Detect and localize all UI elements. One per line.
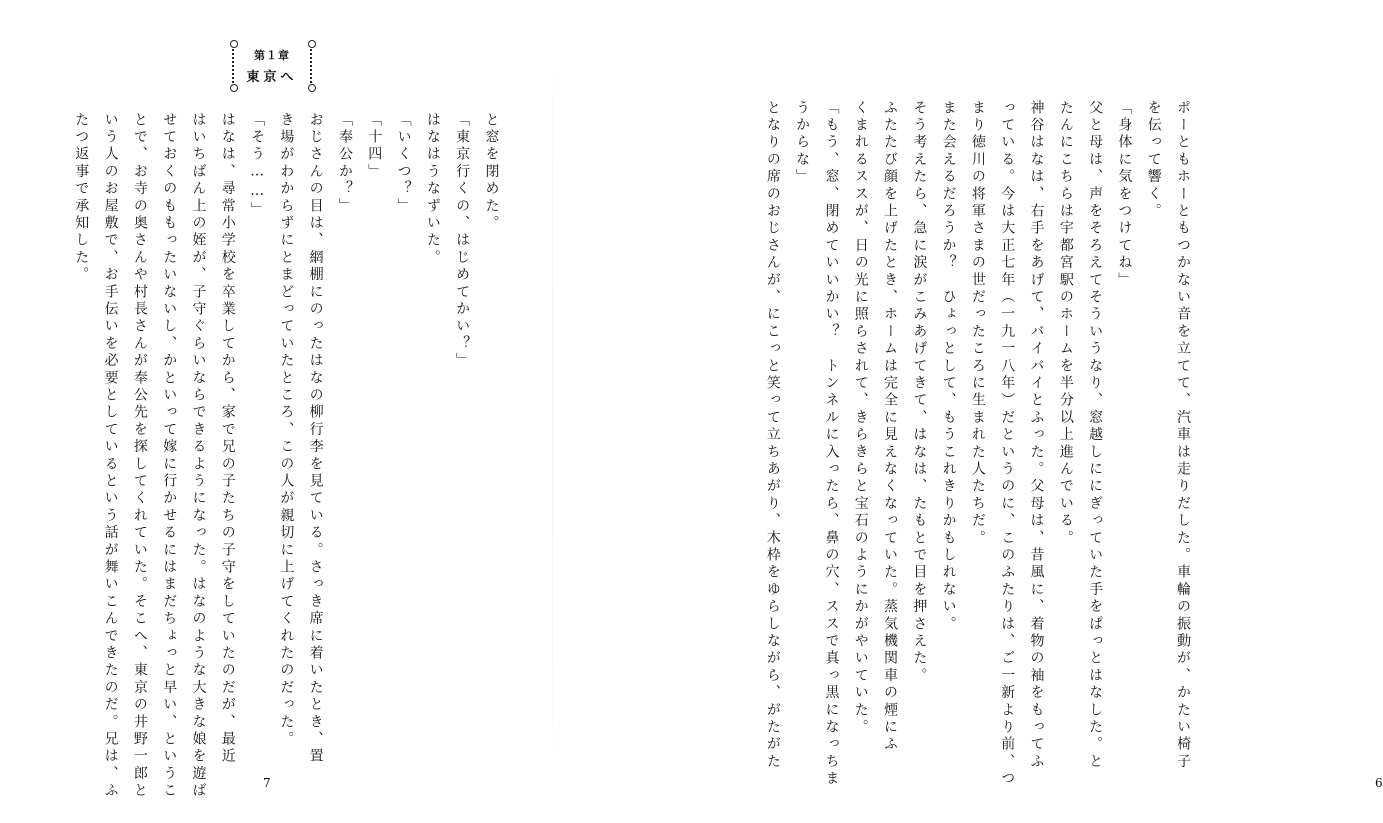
- text-line: 「いくつ？」: [395, 112, 412, 216]
- text-line: そう考えたら、急に涙がこみあげてきて、はなは、たもとで目を押さえた。: [911, 100, 928, 685]
- text-line: 「もう、窓、閉めていいかい？ トンネルに入ったら、鼻の穴、ススで真っ黒になっちま: [823, 100, 840, 788]
- text-line: 「そう……」: [249, 112, 266, 220]
- text-line: っている。今は大正七年（一九一八年）だというのに、このふたりは、ご一新より前、つ: [999, 100, 1016, 788]
- text-line: おじさんの目は、網棚にのったはなの柳行李を見ている。さっき席に着いたとき、置: [307, 112, 324, 766]
- left-page: [0, 0, 553, 823]
- right-page: [553, 0, 1383, 823]
- text-line: せておくのももったいないし、かといって嫁に行かせるにはまだちょっと早い、というこ: [161, 112, 178, 800]
- page-number-left: 7: [263, 776, 271, 790]
- text-line: うからな」: [794, 100, 811, 186]
- text-line: き場がわからずにとまどっていたところ、この人が親切に上げてくれたのだった。: [278, 112, 295, 749]
- text-line: ふたたび顔を上げたとき、ホームは完全に見えなくなっていた。蒸気機関車の煙にふ: [882, 100, 899, 754]
- text-line: いう人のお屋敷で、お手伝いを必要としているという話が舞いこんできたのだ。兄は、ふ: [102, 112, 119, 800]
- text-line: まり徳川の将軍さまの世だったころに生まれた人たちだ。: [969, 100, 986, 548]
- text-line: 「東京行くの、はじめてかい？」: [454, 112, 471, 370]
- text-line: 「奉公か？」: [336, 112, 353, 216]
- text-line: はなは、尋常小学校を卒業してから、家で兄の子たちの子守をしていたのだが、最近: [219, 112, 236, 766]
- text-line: 「十四」: [366, 112, 383, 181]
- text-line: ポーともホーともつかない音を立てて、汽車は走りだした。車輪の振動が、かたい椅子: [1175, 100, 1191, 771]
- text-line: となりの席のおじさんが、にこっと笑って立ちあがり、木枠をゆらしながら、がたがた: [764, 100, 781, 771]
- text-line: 父と母は、声をそろえてそういうなり、窓越しににぎっていた手をぱっとはなした。と: [1087, 100, 1104, 771]
- text-line: はいちばん上の姪が、子守ぐらいならできるようになった。はなのような大きな娘を遊ば: [190, 112, 207, 800]
- chapter-number: 第１章: [254, 49, 290, 62]
- text-line: はなはうなずいた。: [424, 112, 441, 267]
- page-number-right: 6: [1375, 776, 1383, 790]
- text-line: たつ返事で承知した。: [73, 112, 90, 284]
- text-line: と窓を閉めた。: [483, 112, 500, 233]
- right-page-body-text: [617, 100, 1197, 788]
- chapter-heading: [232, 42, 312, 90]
- text-line: たんにこちらは宇都宮駅のホームを半分以上進んでいる。: [1057, 100, 1074, 548]
- text-line: を伝って響く。: [1145, 100, 1162, 221]
- text-line: また会えるだろうか？ ひょっとして、もうこれきりかもしれない。: [940, 100, 957, 634]
- text-line: 神谷はなは、右手をあげて、バイバイとふった。父母は、昔風に、着物の袖をもってふ: [1028, 100, 1045, 771]
- text-line: くまれるススが、日の光に照らされて、きらきらと宝石のようにかがやいていた。: [852, 100, 869, 737]
- text-line: 「身体に気をつけてね」: [1116, 100, 1133, 290]
- left-page-body-text: [66, 112, 505, 800]
- chapter-title: 東京へ: [246, 70, 298, 85]
- text-line: とで、お寺の奥さんや村長さんが奉公先を探してくれていた。そこへ、東京の井野一郎と: [131, 112, 148, 800]
